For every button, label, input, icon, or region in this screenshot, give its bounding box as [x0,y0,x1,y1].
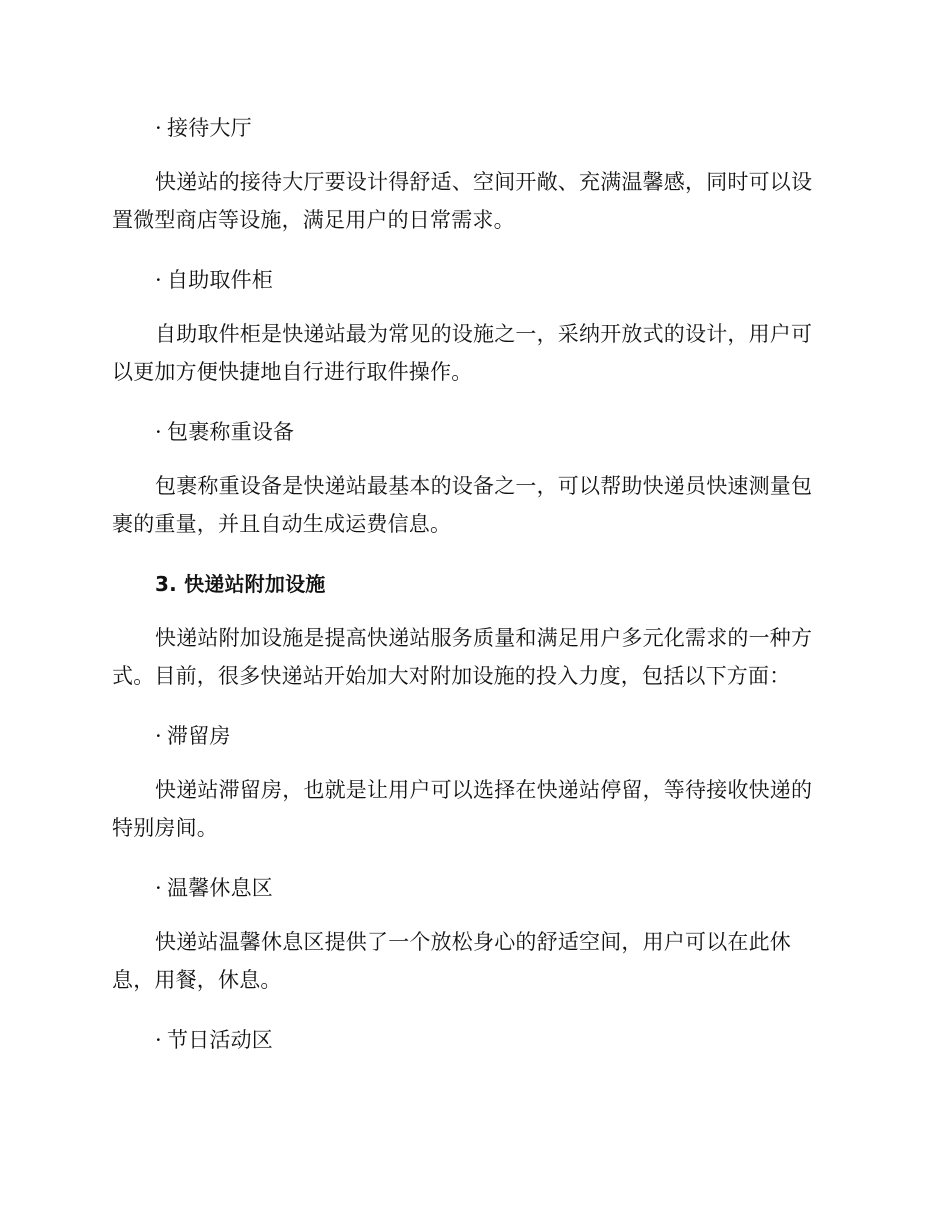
paragraph-weighing-equipment: 包裹称重设备是快递站最基本的设备之一，可以帮助快递员快速测量包裹的重量，并且自动生成运费信息。 [112,474,813,536]
paragraph-reception-hall: 快递站的接待大厅要设计得舒适、空间开敞、充满温馨感，同时可以设置微型商店等设施，满足用户的日常需求。 [112,170,813,232]
bullet-text: 滞留房 [167,724,231,748]
bullet-marker: · [155,724,162,748]
bullet-marker: · [155,116,162,140]
paragraph-rest-area: 快递站温馨休息区提供了一个放松身心的舒适空间，用户可以在此休息，用餐，休息。 [112,930,791,992]
bullet-marker: · [155,268,162,292]
bullet-rest-area [155,869,875,907]
bullet-self-service-locker [155,261,875,299]
bullet-weighing-equipment [155,413,875,451]
bullet-text: 节日活动区 [167,1028,273,1052]
paragraph-additional-facilities: 快递站附加设施是提高快递站服务质量和满足用户多元化需求的一种方式。目前，很多快递站开始加大对附加设施的投入力度，包括以下方面： [112,626,813,688]
paragraph-self-service-locker: 自助取件柜是快递站最为常见的设施之一，采纳开放式的设计，用户可以更加方便快捷地自行进行取件操作。 [112,322,813,384]
bullet-text: 包裹称重设备 [167,420,295,444]
bullet-reception-hall [155,109,875,147]
paragraph-waiting-room: 快递站滞留房，也就是让用户可以选择在快递站停留，等待接收快递的特别房间。 [112,778,813,840]
bullet-text: 接待大厅 [167,116,252,140]
bullet-text: 自助取件柜 [167,268,273,292]
bullet-marker: · [155,876,162,900]
bullet-marker: · [155,420,162,444]
bullet-marker: · [155,1028,162,1052]
bullet-waiting-room [155,717,875,755]
bullet-festival-area [155,1021,875,1059]
bullet-text: 温馨休息区 [167,876,273,900]
section-heading: 3. 快递站附加设施 [155,572,326,596]
